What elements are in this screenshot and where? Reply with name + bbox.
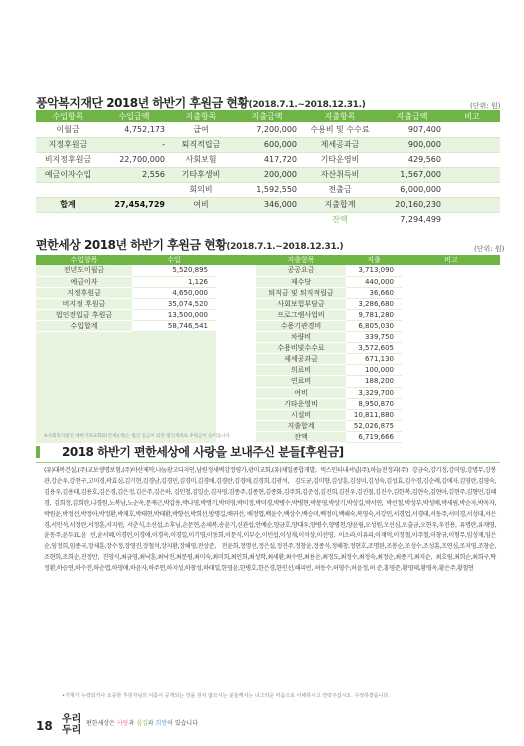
table-row	[36, 298, 500, 309]
table-row	[36, 276, 500, 287]
table-cell: 188,200	[346, 376, 402, 387]
table-cell	[402, 265, 500, 276]
donor-title: 2018 하반기 편한세상에 사랑을 보내주신 분들[후원금]	[62, 445, 344, 459]
table-cell: 지출합계	[300, 197, 380, 212]
table-cell: 2,556	[100, 167, 168, 182]
table-row	[36, 152, 500, 167]
table-cell: 3,329,700	[346, 387, 402, 398]
section2-title	[36, 236, 343, 253]
table-row	[36, 387, 500, 398]
table-spacer	[216, 332, 256, 343]
table-cell	[36, 365, 132, 376]
section2-footnote: ※사회복지법인 대한기독교회와(연세)(재)는 법인 입금이 되면 법인계좌로 후원금이 들어옵니다	[44, 434, 230, 439]
slogan-pre: 편한세상은	[86, 720, 117, 727]
table-cell	[132, 387, 216, 398]
table-cell	[444, 182, 500, 197]
table-spacer	[216, 387, 256, 398]
table-cell: 3,713,090	[346, 265, 402, 276]
table-row	[36, 354, 500, 365]
table-row	[36, 365, 500, 376]
table-cell: 사회보험	[168, 152, 234, 167]
table-cell: 여비	[168, 197, 234, 212]
col-header: 지출항목	[256, 255, 346, 265]
slogan-love: 사랑	[116, 720, 129, 727]
table-cell: 6,000,000	[380, 182, 444, 197]
table-cell	[444, 197, 500, 212]
col-header: 지출금액	[234, 110, 300, 122]
table-cell: 제세공과금	[256, 354, 346, 365]
table-cell: 수용비및수수료	[256, 343, 346, 354]
table-cell	[402, 343, 500, 354]
table-header-row	[36, 110, 500, 122]
table-cell: 퇴직금 및 퇴직적립금	[256, 287, 346, 298]
donor-list: (유)대복건설,(주)교보생명보험,(주)아산제약,나눔광고디자인,남원정새벽감정평가,광미교회,(유)제일종합개발, 빅스인터내셔널(주),하늘전정과(주) 강금숙,강기정,강미영,강명무,강봉관,강순우,강천구,고미경,곽효심,김기현,김경남,김경민,김경미,김경애,김경란,김경애,김경희,김광석, 김도균,김미향,김상훈,김성미,김성숙,김성효,김수경,김순례,김애자,김영란,김영숙,김용우,김용태,김용호,김은경,김은정,김은주,김은하, 김인철,김일순,김자영,김종주,김종현,김종화,김주희,김준성,김진희,김진우,김진철,김진수,김한복,김현숙,김현아,김현주,김형민,김혜경, 김희정,김희란,나경원,노복남,노순옥,문재근,박갑용,박나영,박명기,박미영,박미정,박미경,박병수,박병현,박봉영,박상기,박상길,박서연, 박선철,박성부,박성배,박세림,박순자,박옥자,박원윤,박정선,박정아,박정환,박재호,박태현,박태환,박향선,박희선,방명길,배귀선, 배정엽,백윤수,백상수,백승미,백정미,백해숙,복영숙,서강민,서경업,서경태,서동주,서미경,서성대,서은경,서인석,서정란,서정훈,서지원, 서춘식,소선섭,소후님,손문현,손세복,송윤기,신관섭,안예순,양금호,양대우,양병수,양병천,양윤림,오성원,오선심,오출금,오현우,우진용, 유명란,유재영,윤동주,윤두표,윤 선,윤서혜,이경린,이경애,이경옥,이경일,이기영,이동희,이문식,이부순,이민섭,이성재,이석상,이선영, 이소라,이유리,이재억,이정철,이주철,이창규,이형무,임성재,임은순,임정희,임종국,장세훈,장수정,장영진,장철석,장지환,장해영,전상준, 전윤희,정명선,정은실,정진주,정창윤,정종식,정해창,정현호,조명완,조봉순,조성수,조성흠,조연심,조지영,조창순,조현희,조희순,진정만, 진영식,최금영,최낙훈,최낙진,최문평,최미숙,최미희,최인희,최성학,최세환,최수연,최용운,최정도,최정수,최정숙,최정순,최종기,최지순, 최호림,최희순,최희구,탁정환,하승연,하수진,하순엽,하영애,하윤자,하주연,하지성,하창성,하태일,한영윤,한병호,한은경,한인선,해피빈, 허동수,허영수,허윤정,허 준,홍영준,황영태,황영옥,황은주,황철연	[44, 467, 496, 573]
table-cell	[132, 409, 216, 420]
table-cell	[100, 212, 168, 227]
section1-table	[36, 110, 500, 227]
table-cell	[132, 365, 216, 376]
table-spacer	[216, 276, 256, 287]
table-cell: 수용기관경비	[256, 320, 346, 331]
table-cell	[36, 212, 100, 227]
brand-logo	[62, 714, 81, 736]
table-cell: 10,811,880	[346, 409, 402, 420]
table-cell	[36, 343, 132, 354]
section1-title	[36, 94, 366, 111]
table-cell: 퇴직적립금	[168, 137, 234, 152]
table-row	[36, 320, 500, 331]
table-cell: 기타운영비	[300, 152, 380, 167]
table-header-row	[36, 255, 500, 265]
table-cell: 연료비	[256, 376, 346, 387]
header-spacer	[216, 255, 256, 265]
table-cell: 3,572,605	[346, 343, 402, 354]
table-cell	[36, 354, 132, 365]
table-cell: 6,719,666	[346, 431, 402, 442]
table-cell: 수용비 및 수수료	[300, 122, 380, 137]
table-cell: 비지정 후원금	[36, 298, 132, 309]
table-cell: 346,000	[234, 197, 300, 212]
table-cell	[402, 387, 500, 398]
table-cell: 1,592,550	[234, 182, 300, 197]
slogan-serve: 섬김	[136, 720, 148, 727]
table-cell: 907,400	[380, 122, 444, 137]
section1-period: (2018.7.1.~2018.12.31.)	[248, 100, 366, 110]
table-spacer	[216, 376, 256, 387]
table-cell: 671,130	[346, 354, 402, 365]
table-cell: 공공요금	[256, 265, 346, 276]
table-cell	[444, 167, 500, 182]
table-cell: 급여	[168, 122, 234, 137]
table-row	[36, 309, 500, 320]
table-cell	[36, 420, 132, 431]
table-row	[36, 409, 500, 420]
table-cell: 22,700,000	[100, 152, 168, 167]
table-cell: -	[100, 137, 168, 152]
table-cell: 지정후원금	[36, 287, 132, 298]
table-spacer	[216, 287, 256, 298]
table-cell	[36, 409, 132, 420]
table-cell: 417,720	[234, 152, 300, 167]
table-cell: 35,074,520	[132, 298, 216, 309]
table-cell	[402, 365, 500, 376]
table-cell	[168, 212, 234, 227]
table-cell: 1,567,000	[380, 167, 444, 182]
table-cell: 9,781,280	[346, 309, 402, 320]
table-row	[36, 398, 500, 409]
col-header: 지출금액	[380, 110, 444, 122]
table-cell: 예금이자수입	[36, 167, 100, 182]
table-row	[36, 137, 500, 152]
table-cell: 58,746,541	[132, 320, 216, 331]
table-cell: 시설비	[256, 409, 346, 420]
table-cell: 회의비	[168, 182, 234, 197]
table-spacer	[216, 354, 256, 365]
table-cell: 13,500,000	[132, 309, 216, 320]
table-spacer	[216, 398, 256, 409]
col-header: 지출항목	[300, 110, 380, 122]
table-spacer	[216, 343, 256, 354]
table-cell	[402, 398, 500, 409]
table-row	[36, 343, 500, 354]
table-row	[36, 332, 500, 343]
table-row	[36, 182, 500, 197]
section1-unit: (단위: 원)	[470, 102, 501, 110]
table-cell	[402, 420, 500, 431]
table-cell	[402, 332, 500, 343]
col-header: 수입금액	[100, 110, 168, 122]
table-cell: 27,454,729	[100, 197, 168, 212]
table-cell: 1,126	[132, 276, 216, 287]
table-cell: 전출금	[300, 182, 380, 197]
slogan-hope: 희망	[155, 720, 168, 727]
col-header: 지출	[346, 255, 402, 265]
table-cell: 20,160,230	[380, 197, 444, 212]
table-cell: 프로그램사업비	[256, 309, 346, 320]
table-cell	[402, 309, 500, 320]
table-spacer	[216, 365, 256, 376]
table-spacer	[216, 409, 256, 420]
table-cell: 6,805,030	[346, 320, 402, 331]
table-cell	[36, 332, 132, 343]
col-header: 지출항목	[168, 110, 234, 122]
slogan-mid1: 과	[128, 720, 137, 727]
section2-unit: (단위: 원)	[474, 245, 505, 253]
table-cell: 4,650,000	[132, 287, 216, 298]
table-cell	[132, 376, 216, 387]
table-cell: 4,752,173	[100, 122, 168, 137]
table-cell: 법인전입금 후원금	[36, 309, 132, 320]
table-cell	[402, 409, 500, 420]
table-cell: 900,000	[380, 137, 444, 152]
table-cell	[36, 182, 100, 197]
table-row	[36, 420, 500, 431]
table-cell	[36, 387, 132, 398]
section1-title-text: 풍악복지재단 2018년 하반기 후원금 현황	[36, 96, 249, 110]
table-cell: 429,560	[380, 152, 444, 167]
brand-line1: 우리	[62, 714, 82, 725]
table-cell: 비지정후원금	[36, 152, 100, 167]
table-cell: 제수당	[256, 276, 346, 287]
table-cell: 기타운영비	[256, 398, 346, 409]
table-cell	[36, 376, 132, 387]
table-cell	[132, 420, 216, 431]
table-cell	[36, 398, 132, 409]
table-cell: 339,750	[346, 332, 402, 343]
table-row	[36, 167, 500, 182]
brand-line2: 두리	[62, 725, 82, 736]
table-spacer	[216, 265, 256, 276]
table-cell: 5,520,895	[132, 265, 216, 276]
col-header: 비고	[444, 110, 500, 122]
table-cell	[402, 354, 500, 365]
table-cell: 지정후원금	[36, 137, 100, 152]
table-cell: 잔액	[256, 431, 346, 442]
table-cell	[444, 212, 500, 227]
table-cell	[402, 320, 500, 331]
col-header: 수입항목	[36, 255, 132, 265]
table-cell: 100,000	[346, 365, 402, 376]
table-cell	[402, 276, 500, 287]
table-cell: 600,000	[234, 137, 300, 152]
table-cell	[132, 332, 216, 343]
table-cell: 8,950,870	[346, 398, 402, 409]
table-spacer	[216, 298, 256, 309]
table-cell: 36,660	[346, 287, 402, 298]
table-cell: 7,200,000	[234, 122, 300, 137]
table-cell: 3,286,680	[346, 298, 402, 309]
table-cell: 잔액	[332, 215, 348, 225]
table-cell	[402, 376, 500, 387]
donor-note: •기재가 누락되거나 소중한 후원자님의 이름이 공개되는 것을 원치 않으시는 분들께서는 너그러운 마음으로 이해하시고 연락주십시오. 수정하겠습니다.	[62, 693, 390, 699]
section2-title-text: 편한세상 2018년 하반기 후원금 현황	[36, 238, 227, 252]
table-row	[36, 265, 500, 276]
table-cell	[132, 398, 216, 409]
table-cell	[234, 212, 300, 227]
table-cell	[402, 287, 500, 298]
table-cell: 의료비	[256, 365, 346, 376]
table-spacer	[216, 309, 256, 320]
table-cell: 이월금	[36, 122, 100, 137]
col-header: 비고	[402, 255, 500, 265]
table-cell: 전년도이월금	[36, 265, 132, 276]
table-cell: 사회보험부담금	[256, 298, 346, 309]
table-cell	[132, 354, 216, 365]
table-cell	[444, 122, 500, 137]
table-cell: 52,026,875	[346, 420, 402, 431]
table-cell: 440,000	[346, 276, 402, 287]
table-cell: 자산취득비	[300, 167, 380, 182]
col-header: 수입항목	[36, 110, 100, 122]
table-cell: 200,000	[234, 167, 300, 182]
table-row	[36, 376, 500, 387]
table-spacer	[216, 420, 256, 431]
table-cell: 기타후생비	[168, 167, 234, 182]
table-cell: 예금이자	[36, 276, 132, 287]
table-cell: 수입합계	[36, 320, 132, 331]
table-cell	[402, 431, 500, 442]
table-cell: 제세공과금	[300, 137, 380, 152]
table-cell	[402, 298, 500, 309]
table-row	[36, 197, 500, 212]
table-cell	[100, 182, 168, 197]
section2-period: (2018.7.1.~2018.12.31.)	[226, 242, 344, 252]
table-cell: 7,294,499	[400, 215, 441, 225]
table-row	[36, 122, 500, 137]
page-number: 18	[36, 719, 53, 733]
table-cell: 합계	[36, 197, 100, 212]
section2-table	[36, 255, 500, 443]
slogan-post: 이 있습니다	[167, 720, 198, 727]
table-cell: 여비	[256, 387, 346, 398]
table-cell: 지출합계	[256, 420, 346, 431]
col-header: 수입	[132, 255, 216, 265]
table-row	[36, 287, 500, 298]
donor-title-bar	[36, 446, 40, 458]
table-cell	[132, 343, 216, 354]
table-cell	[444, 137, 500, 152]
table-cell: 차량비	[256, 332, 346, 343]
table-spacer	[216, 320, 256, 331]
slogan	[86, 718, 198, 727]
table-row	[36, 212, 500, 227]
table-cell	[444, 152, 500, 167]
slogan-mid2: 과	[147, 720, 156, 727]
